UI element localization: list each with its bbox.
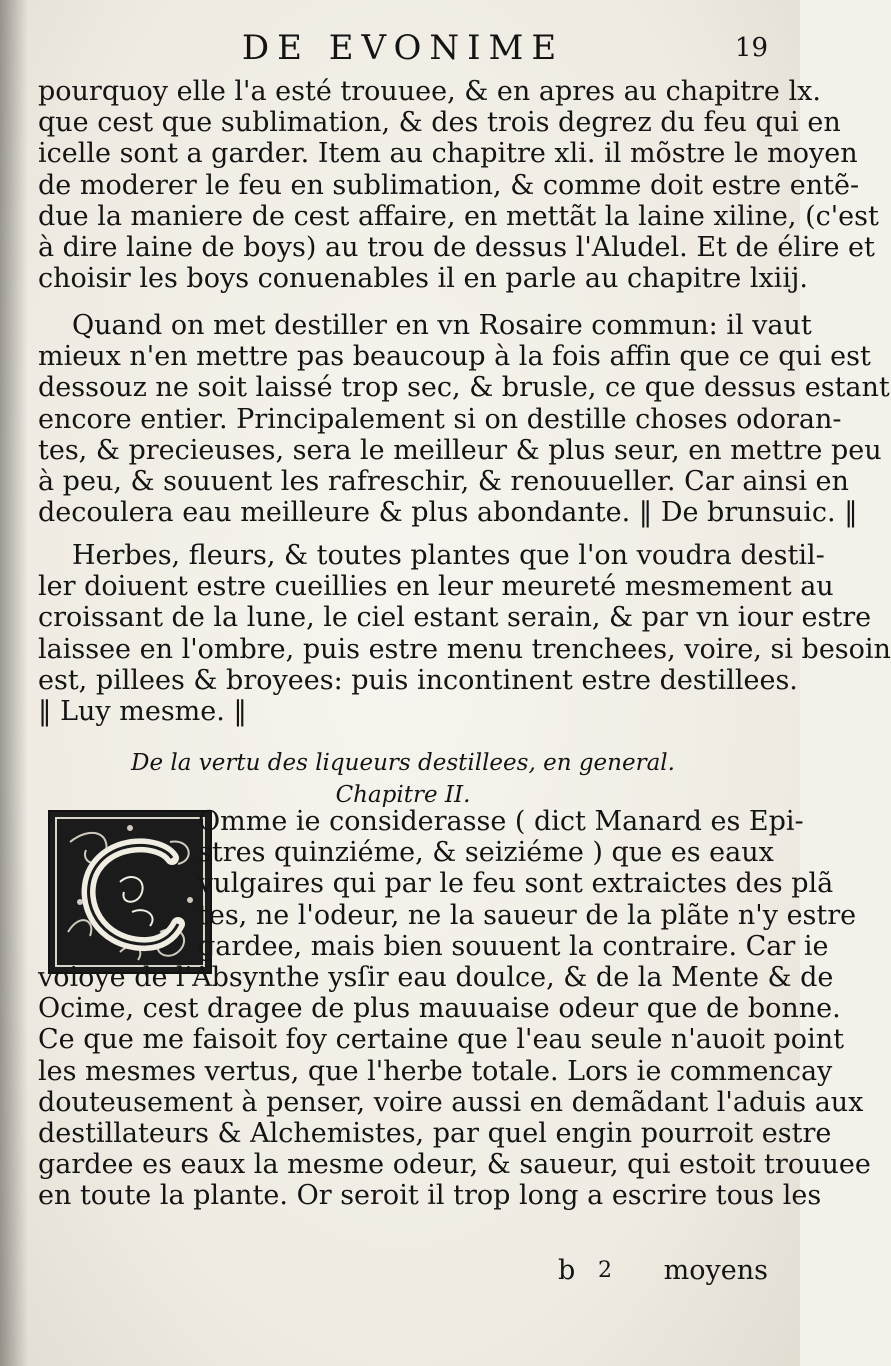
text-line: voioye de l'Absynthe ysſir eau doulce, & de la Mente & de <box>38 961 834 993</box>
text-line: à peu, & souuent les rafreschir, & renouueller. Car ainsi en <box>38 465 849 497</box>
text-line: de moderer le feu en sublimation, & comme doit estre entẽ- <box>38 169 860 201</box>
text-line: stres quinziéme, & seiziéme ) que es eaux <box>198 837 774 869</box>
text-line: choisir les boys conuenables il en parle au chapitre lxiij. <box>38 263 808 295</box>
text-line: laissee en l'ombre, puis estre menu trenchees, voire, si besoin <box>38 633 891 665</box>
text-line: que cest que sublimation, & des trois degrez du feu qui en <box>38 107 841 139</box>
page-header <box>38 26 768 76</box>
text-line: due la maniere de cest affaire, en mettãt la laine xiline, (c'est <box>38 200 879 232</box>
text-line: destillateurs & Alchemistes, par quel engin pourroit estre <box>38 1117 832 1149</box>
text-line: encore entier. Principalement si on destille choses odoran- <box>38 403 842 435</box>
catchword: moyens <box>663 1255 768 1286</box>
text-line: icelle sont a garder. Item au chapitre xli. il mõstre le moyen <box>38 138 858 170</box>
text-line: pourquoy elle l'a esté trouuee, & en apres au chapitre lx. <box>38 76 821 107</box>
text-line: à dire laine de boys) au trou de dessus l'Aludel. Et de élire et <box>38 231 875 263</box>
paragraph-3 <box>38 540 891 727</box>
signature-mark: b <box>558 1255 576 1286</box>
running-head: DE EVONIME <box>241 28 565 68</box>
text-line: Quand on met destiller en vn Rosaire commun: il vaut <box>72 310 812 341</box>
paragraph-2 <box>38 310 890 529</box>
binding-shadow <box>0 0 28 1366</box>
text-line: mieux n'en mettre pas beaucoup à la fois affin que ce qui est <box>38 341 871 373</box>
folio-number: 19 <box>734 33 768 63</box>
text-line: Omme ie considerasse ( dict Manard es Epi- <box>198 806 804 837</box>
text-line: ler doiuent estre cueillies en leur meureté mesmement au <box>38 571 834 603</box>
text-line: douteusement à penser, voire aussi en demãdant l'aduis aux <box>38 1086 864 1118</box>
text-line: decoulera eau meilleure & plus abondante. ‖ De brunsuic. ‖ <box>38 497 858 529</box>
chapter-title: De la vertu des liqueurs destillees, en general. <box>131 750 675 776</box>
text-line: ‖ Luy mesme. ‖ <box>38 695 247 727</box>
text-line: Ce que me faisoit foy certaine que l'eau seule n'auoit point <box>38 1024 844 1056</box>
text-line: les mesmes vertus, que l'herbe totale. Lors ie commencay <box>38 1055 833 1087</box>
text-line: Herbes, fleurs, & toutes plantes que l'on voudra destil- <box>72 540 825 571</box>
text-line: Ocime, cest dragee de plus mauuaise odeur que de bonne. <box>38 993 841 1025</box>
text-line: est, pillees & broyees: puis incontinent estre destillees. <box>38 664 798 696</box>
paragraph-4 <box>38 806 871 1212</box>
text-line: croissant de la lune, le ciel estant serain, & par vn iour estre <box>38 602 872 634</box>
signature-number: 2 <box>598 1258 612 1283</box>
text-line: dessouz ne soit laissé trop sec, & brusle, ce que dessus estant <box>38 372 890 404</box>
page-footer <box>38 1254 768 1288</box>
text-line: en toute la plante. Or seroit il trop long a escrire tous les <box>38 1180 822 1212</box>
chapter-number: Chapitre II. <box>335 782 471 808</box>
text-line: vulgaires qui par le feu sont extraictes des plã <box>198 868 834 900</box>
text-line: tes, & precieuses, sera le meilleur & plus seur, en mettre peu <box>38 434 882 466</box>
text-line: tes, ne l'odeur, ne la saueur de la plãte n'y estre <box>198 899 857 931</box>
paragraph-1 <box>38 76 879 295</box>
text-line: gardee, mais bien souuent la contraire. Car ie <box>198 930 829 962</box>
text-line: gardee es eaux la mesme odeur, & saueur, qui estoit trouuee <box>38 1149 871 1181</box>
